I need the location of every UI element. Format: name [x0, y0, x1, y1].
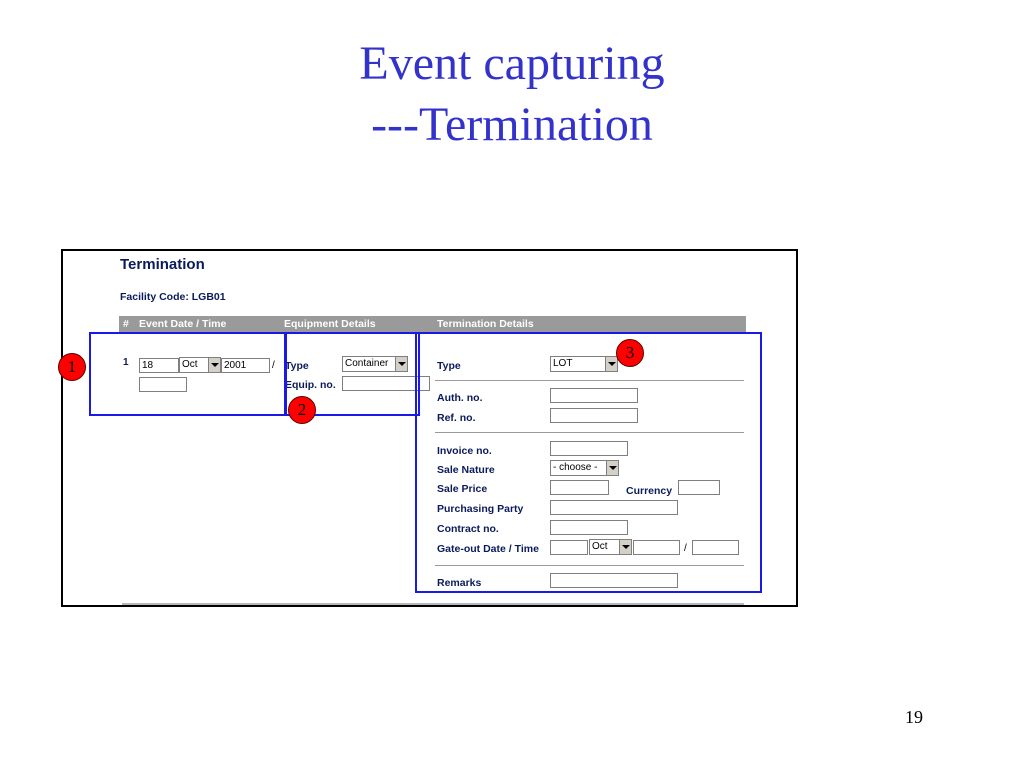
- footer-divider: [122, 603, 744, 605]
- slide-title-line-1: Event capturing: [359, 37, 665, 90]
- gate-out-month-select[interactable]: Oct: [589, 539, 632, 555]
- column-header-termination: Termination Details: [437, 318, 534, 330]
- equip-no-label: Equip. no.: [285, 379, 336, 391]
- highlight-box-termination: [415, 332, 762, 593]
- callout-badge-3: 3: [616, 339, 644, 367]
- termination-type-select[interactable]: LOT: [550, 356, 618, 372]
- column-header-event-date: Event Date / Time: [139, 318, 227, 330]
- callout-badge-2: 2: [288, 396, 316, 424]
- event-year-input[interactable]: 2001: [221, 358, 270, 373]
- auth-no-label: Auth. no.: [437, 392, 483, 404]
- sale-price-label: Sale Price: [437, 483, 488, 495]
- gate-out-separator: /: [684, 543, 687, 554]
- sale-nature-select[interactable]: - choose -: [550, 460, 619, 476]
- invoice-no-label: Invoice no.: [437, 445, 492, 457]
- ref-no-label: Ref. no.: [437, 412, 476, 424]
- currency-label: Currency: [626, 485, 673, 497]
- contract-no-label: Contract no.: [437, 523, 499, 535]
- date-time-separator: /: [272, 360, 275, 371]
- event-day-input[interactable]: 18: [139, 358, 179, 373]
- highlight-box-event-date: [89, 332, 287, 416]
- form-title: Termination: [120, 256, 205, 273]
- column-header-number: #: [123, 318, 129, 330]
- purchasing-party-label: Purchasing Party: [437, 503, 524, 515]
- gate-out-label: Gate-out Date / Time: [437, 543, 539, 555]
- sale-nature-label: Sale Nature: [437, 464, 495, 476]
- remarks-label: Remarks: [437, 577, 482, 589]
- termination-type-label: Type: [437, 360, 461, 372]
- page-number: 19: [905, 707, 923, 727]
- event-month-select[interactable]: Oct: [179, 357, 221, 373]
- grid-header: [119, 316, 746, 333]
- callout-badge-1: 1: [58, 353, 86, 381]
- equipment-type-select[interactable]: Container: [342, 356, 408, 372]
- facility-code: Facility Code: LGB01: [120, 291, 226, 303]
- column-header-equipment: Equipment Details: [284, 318, 376, 330]
- equipment-type-label: Type: [285, 360, 309, 372]
- slide-title-line-2: ---Termination: [371, 98, 653, 151]
- row-number: 1: [123, 357, 129, 368]
